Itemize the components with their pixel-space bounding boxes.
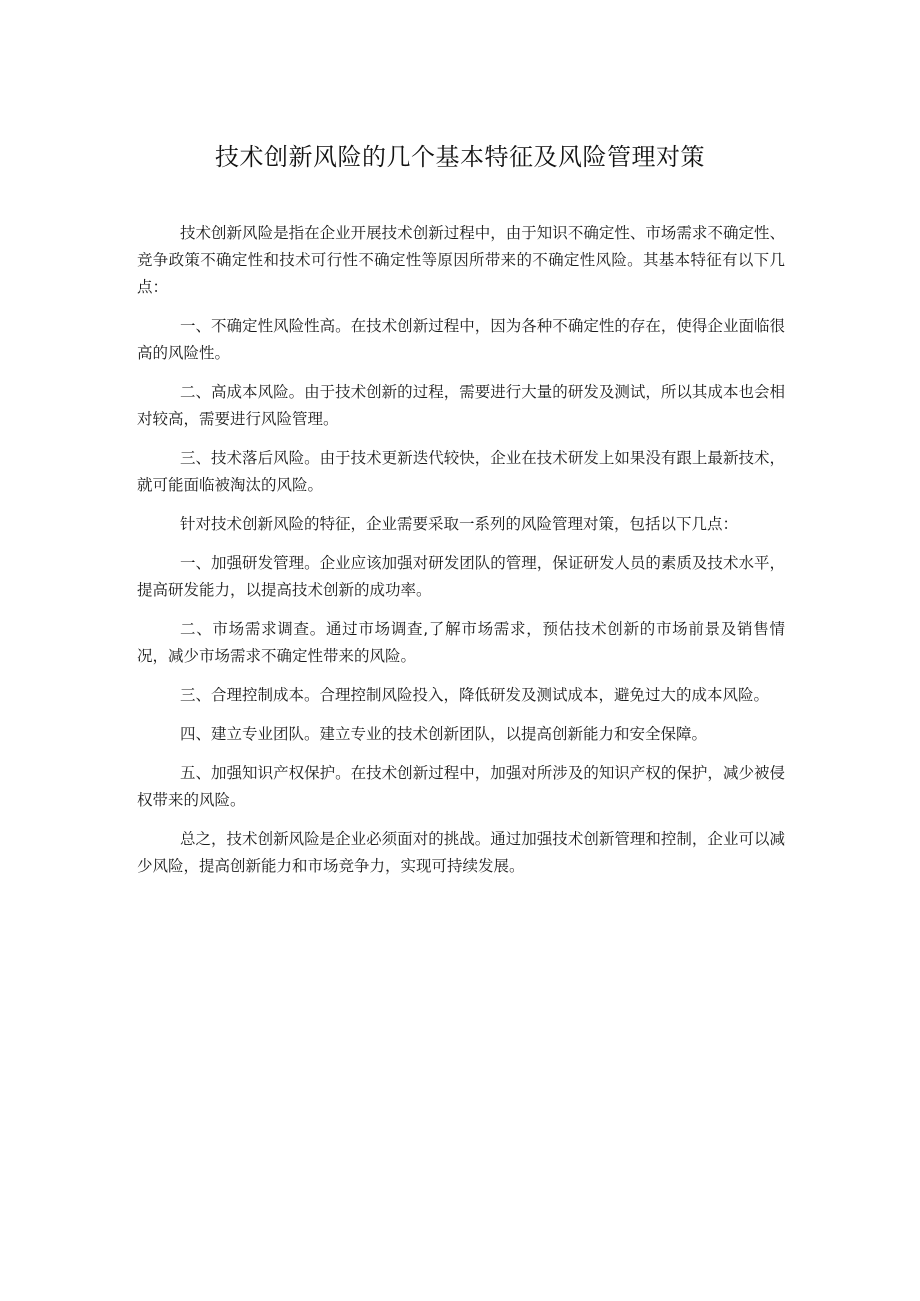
paragraph-strategy-5: 五、加强知识产权保护。在技术创新过程中，加强对所涉及的知识产权的保护，减少被侵权带来的风险。 [137,764,785,809]
paragraph-strategy-1: 一、加强研发管理。企业应该加强对研发团队的管理，保证研发人员的素质及技术水平，提高研发能力，以提高技术创新的成功率。 [137,554,785,599]
document-body [137,220,785,892]
paragraph-feature-2: 二、高成本风险。由于技术创新的过程，需要进行大量的研发及测试，所以其成本也会相对较高，需要进行风险管理。 [137,383,785,428]
paragraph-strategy-intro: 针对技术创新风险的特征，企业需要采取一系列的风险管理对策，包括以下几点： [180,515,739,533]
paragraph-feature-3: 三、技术落后风险。由于技术更新迭代较快，企业在技术研发上如果没有跟上最新技术，就可能面临被淘汰的风险。 [137,449,785,494]
paragraph-strategy-2: 二、市场需求调查。通过市场调查,了解市场需求，预估技术创新的市场前景及销售情况，减少市场需求不确定性带来的风险。 [137,620,785,665]
paragraph-conclusion: 总之，技术创新风险是企业必须面对的挑战。通过加强技术创新管理和控制，企业可以减少风险，提高创新能力和市场竞争力，实现可持续发展。 [137,830,785,875]
paragraph-intro: 技术创新风险是指在企业开展技术创新过程中，由于知识不确定性、市场需求不确定性、竞争政策不确定性和技术可行性不确定性等原因所带来的不确定性风险。其基本特征有以下几点： [137,224,785,296]
paragraph-feature-1: 一、不确定性风险性高。在技术创新过程中，因为各种不确定性的存在，使得企业面临很高的风险性。 [137,317,785,362]
paragraph-strategy-4: 四、建立专业团队。建立专业的技术创新团队，以提高创新能力和安全保障。 [180,725,708,743]
document-title: 技术创新风险的几个基本特征及风险管理对策 [215,143,705,171]
paragraph-strategy-3: 三、合理控制成本。合理控制风险投入，降低研发及测试成本，避免过大的成本风险。 [180,686,770,704]
